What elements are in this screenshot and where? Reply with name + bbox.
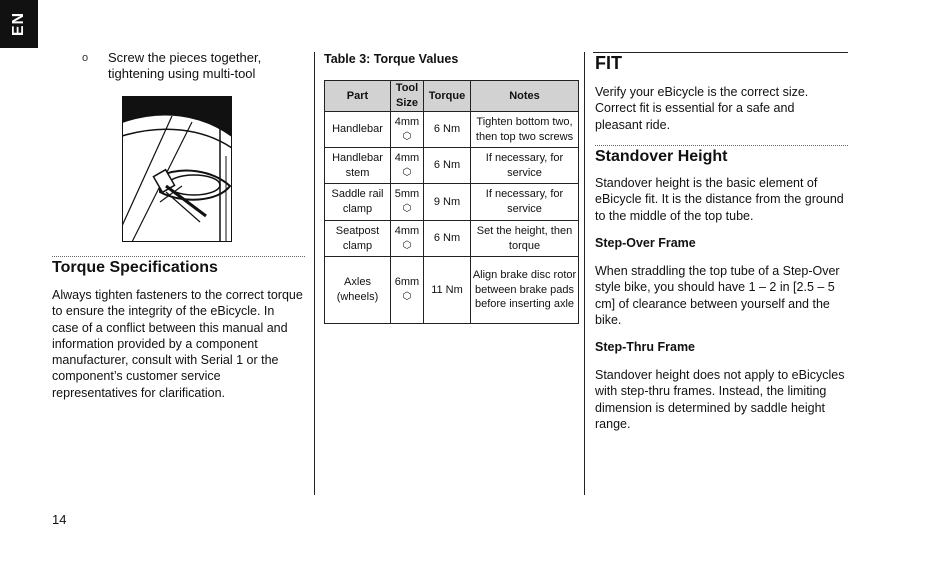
fit-heading: FIT	[595, 53, 622, 73]
language-label: EN	[9, 11, 27, 37]
step-thru-frame-text: Standover height does not apply to eBicycles with step-thru frames. Instead, the limiting dimension is determined by saddle height range.	[595, 368, 845, 431]
hex-key-icon: ⬡	[402, 166, 412, 178]
instruction-bullet	[82, 50, 306, 82]
table-header-row	[325, 81, 579, 112]
cell-tool	[391, 257, 424, 324]
header-notes: Notes	[471, 81, 579, 112]
torque-specifications-text: Always tighten fasteners to the correct torque to ensure the integrity of the eBicycle. In case of a conflict between this manual and information provided by a component manufacturer, consult with Serial 1 or the component’s customer service representatives for clarification.	[52, 288, 303, 400]
cell-notes: If necessary, for service	[471, 148, 579, 184]
left-column	[52, 50, 306, 82]
table-row	[325, 148, 579, 184]
hex-key-icon: ⬡	[402, 291, 412, 302]
hex-key-icon: ⬡	[402, 203, 412, 214]
cell-part: Handlebar stem	[325, 148, 391, 184]
header-tool-size: Tool Size	[391, 81, 424, 112]
language-tab	[0, 0, 38, 48]
table-row	[325, 257, 579, 324]
step-over-frame-heading: Step-Over Frame	[595, 236, 696, 250]
header-torque: Torque	[424, 81, 471, 112]
cell-tool	[391, 221, 424, 257]
cell-torque: 6 Nm	[424, 221, 471, 257]
table-row	[325, 112, 579, 148]
column-divider	[314, 52, 315, 495]
cell-notes: Tighten bottom two, then top two screws	[471, 112, 579, 148]
cell-part: Handlebar	[325, 112, 391, 148]
section-divider	[52, 256, 305, 257]
tool-size: 4mm	[394, 115, 420, 128]
table-row	[325, 221, 579, 257]
torque-specifications-heading: Torque Specifications	[52, 259, 218, 276]
cell-part: Saddle rail clamp	[325, 184, 391, 221]
standover-height-heading: Standover Height	[595, 148, 728, 165]
cell-torque: 9 Nm	[424, 184, 471, 221]
cell-notes: If necessary, for service	[471, 184, 579, 221]
cell-part: Axles (wheels)	[325, 257, 391, 324]
standover-height-text: Standover height is the basic element of eBicycle fit. It is the distance from the ground to the middle of the top tube.	[595, 176, 844, 223]
hex-key-icon: ⬡	[402, 239, 412, 251]
torque-table	[324, 80, 579, 324]
tool-size: 5mm	[394, 188, 420, 201]
table-row	[325, 184, 579, 221]
cell-tool	[391, 148, 424, 184]
cell-part: Seatpost clamp	[325, 221, 391, 257]
cell-notes: Set the height, then torque	[471, 221, 579, 257]
tool-size: 4mm	[394, 151, 420, 164]
step-thru-frame-heading: Step-Thru Frame	[595, 340, 696, 354]
page-number: 14	[52, 512, 67, 527]
bullet-marker: o	[82, 52, 89, 64]
cell-tool	[391, 112, 424, 148]
tool-size: 4mm	[394, 224, 420, 237]
cell-torque: 6 Nm	[424, 148, 471, 184]
bullet-text: Screw the pieces together, tightening using multi-tool	[108, 50, 262, 81]
hex-key-icon: ⬡	[402, 130, 412, 142]
section-divider	[595, 145, 848, 146]
fit-top-rule	[593, 52, 848, 53]
fit-text: Verify your eBicycle is the correct size. Correct fit is essential for a safe and pleasant ride.	[595, 85, 809, 132]
cell-notes: Align brake disc rotor between brake pads before inserting axle	[471, 257, 579, 324]
cell-torque: 11 Nm	[424, 257, 471, 324]
cell-torque: 6 Nm	[424, 112, 471, 148]
multi-tool-wheel-illustration	[122, 96, 232, 242]
column-divider	[584, 52, 585, 495]
table-title: Table 3: Torque Values	[324, 52, 459, 66]
header-part: Part	[325, 81, 391, 112]
cell-tool	[391, 184, 424, 221]
step-over-frame-text: When straddling the top tube of a Step-Over style bike, you should have 1 – 2 in [2.5 – 5 cm] of clearance between yourself and the bike.	[595, 264, 840, 327]
tool-size: 6mm	[394, 276, 420, 289]
